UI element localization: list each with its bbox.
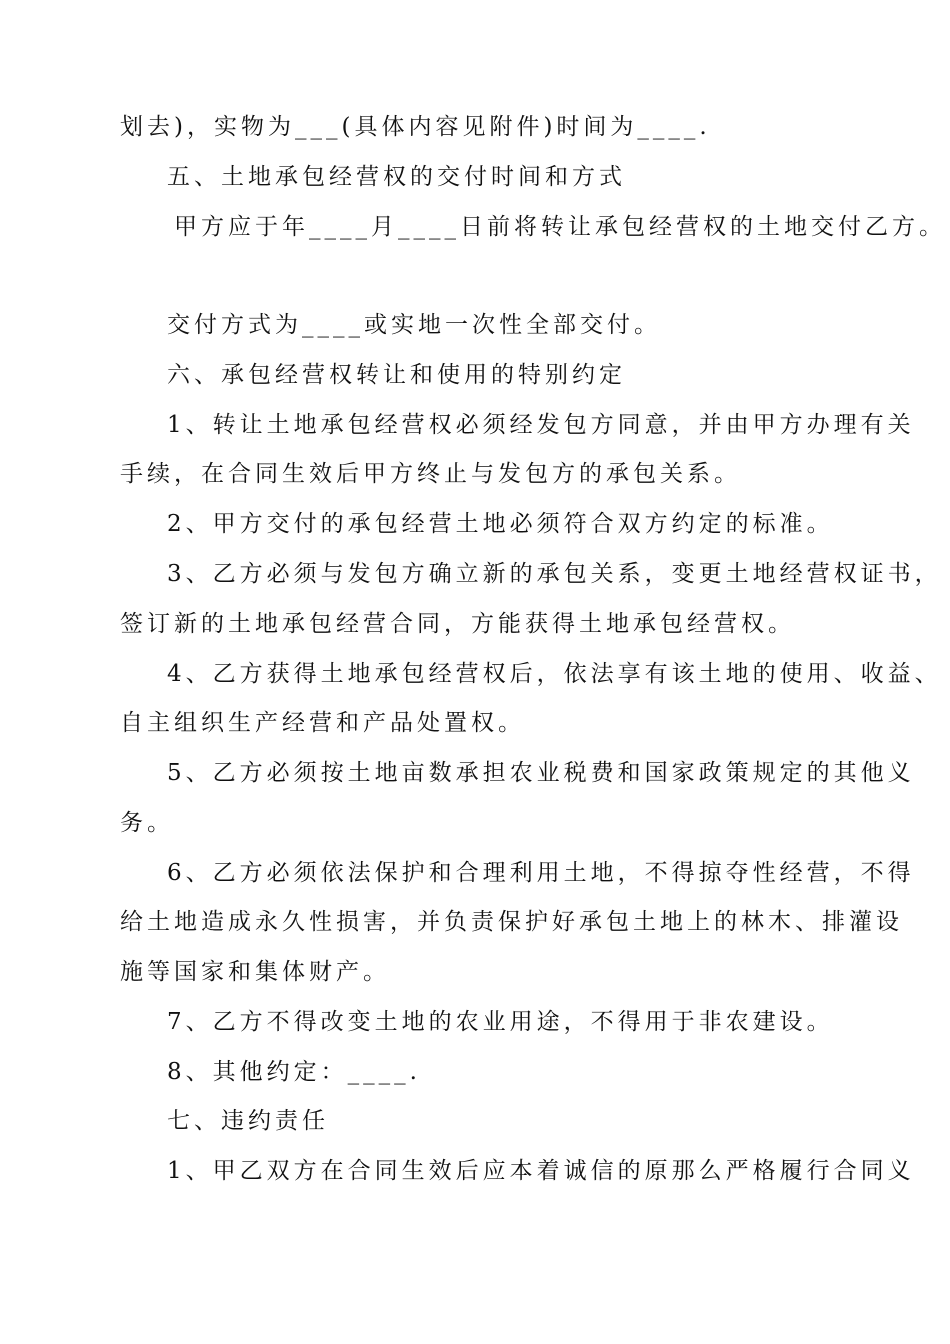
clause-line: 7、乙方不得改变土地的农业用途，不得用于非农建设。 [167, 1009, 834, 1035]
text-line: 手续，在合同生效后甲方终止与发包方的承包关系。 [120, 461, 741, 487]
clause-line: 5、乙方必须按土地亩数承担农业税费和国家政策规定的其他义 [167, 760, 915, 786]
clause-line: 1、转让土地承包经营权必须经发包方同意，并由甲方办理有关 [167, 412, 915, 438]
section-heading-7: 七、违约责任 [167, 1108, 329, 1134]
text-line: 划去)，实物为___(具体内容见附件)时间为____. [120, 114, 711, 140]
text-line: 施等国家和集体财产。 [120, 959, 390, 985]
text-line: 交付方式为____或实地一次性全部交付。 [167, 312, 661, 338]
text-line: 甲方应于年____月____日前将转让承包经营权的土地交付乙方。 [174, 214, 946, 240]
clause-line: 6、乙方必须依法保护和合理利用土地，不得掠夺性经营，不得 [167, 860, 915, 886]
section-heading-5: 五、土地承包经营权的交付时间和方式 [167, 164, 626, 190]
clause-line: 3、乙方必须与发包方确立新的承包关系，变更土地经营权证书， [167, 561, 942, 587]
clause-line: 2、甲方交付的承包经营土地必须符合双方约定的标准。 [167, 511, 834, 537]
clause-line: 1、甲乙双方在合同生效后应本着诚信的原那么严格履行合同义 [167, 1158, 915, 1184]
clause-line: 8、其他约定：____. [167, 1059, 421, 1085]
text-line: 务。 [120, 810, 174, 836]
text-line: 自主组织生产经营和产品处置权。 [120, 710, 525, 736]
text-line: 给土地造成永久性损害，并负责保护好承包土地上的林木、排灌设 [120, 909, 903, 935]
clause-line: 4、乙方获得土地承包经营权后，依法享有该土地的使用、收益、 [167, 661, 942, 687]
text-line: 签订新的土地承包经营合同，方能获得土地承包经营权。 [120, 611, 795, 637]
section-heading-6: 六、承包经营权转让和使用的特别约定 [167, 362, 626, 388]
